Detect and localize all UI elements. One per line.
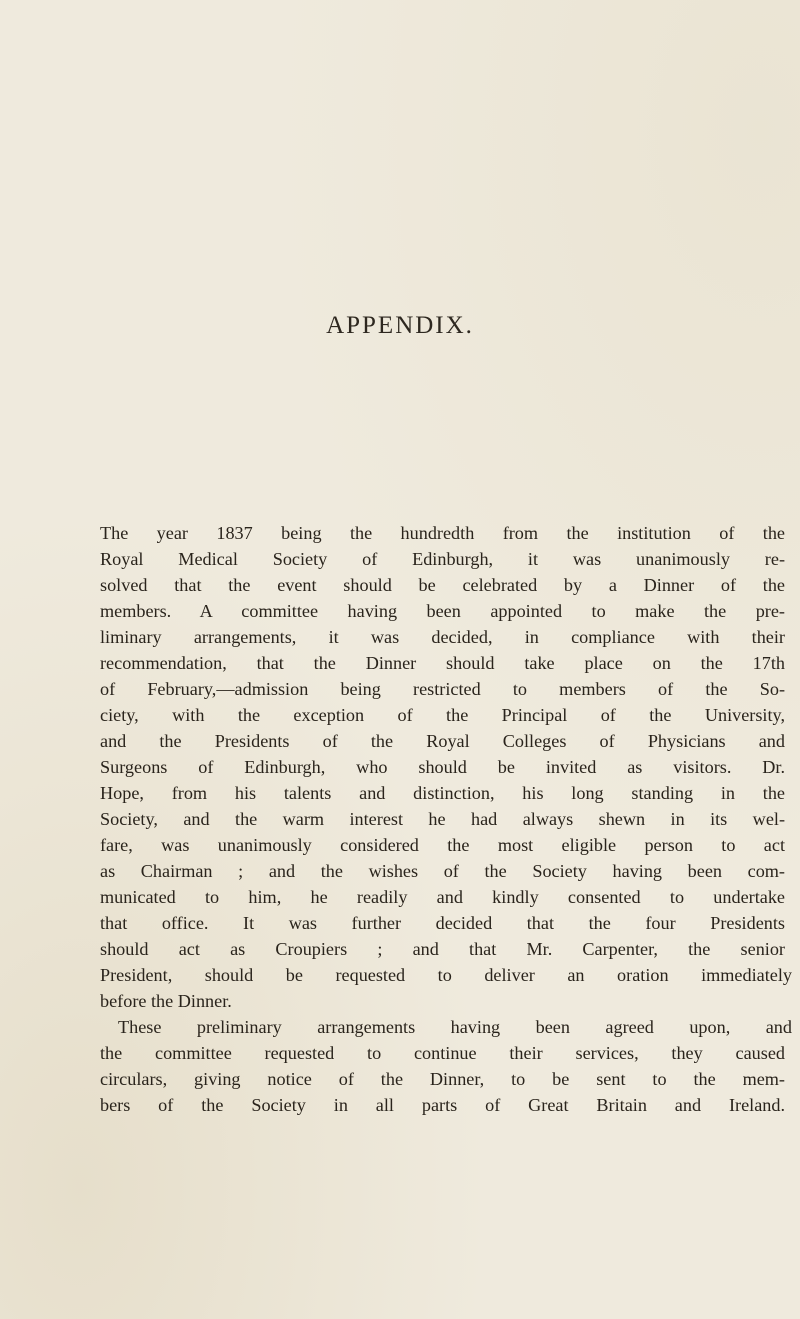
text-line: These preliminary arrangements having been agreed upon, and <box>118 1017 792 1037</box>
body-text <box>100 520 800 1118</box>
appendix-heading: APPENDIX. <box>326 312 474 339</box>
text-line: Hope, from his talents and distinction, his long standing in the <box>100 783 785 803</box>
text-line: that office. It was further decided that the four Presidents <box>100 913 785 933</box>
text-line: solved that the event should be celebrated by a Dinner of the <box>100 575 785 595</box>
text-line: bers of the Society in all parts of Great Britain and Ireland. <box>100 1095 785 1115</box>
text-line: municated to him, he readily and kindly consented to undertake <box>100 887 785 907</box>
text-line: Royal Medical Society of Edinburgh, it was unanimously re- <box>100 549 785 569</box>
text-line: before the Dinner. <box>100 991 232 1011</box>
text-line: of February,—admission being restricted to members of the So- <box>100 679 785 699</box>
text-line: recommendation, that the Dinner should take place on the 17th <box>100 653 785 673</box>
text-line: ciety, with the exception of the Principal of the University, <box>100 705 785 725</box>
paragraph-2 <box>100 1014 800 1118</box>
text-line: should act as Croupiers ; and that Mr. Carpenter, the senior <box>100 939 785 959</box>
text-line: fare, was unanimously considered the most eligible person to act <box>100 835 785 855</box>
text-line: members. A committee having been appointed to make the pre- <box>100 601 785 621</box>
text-line: as Chairman ; and the wishes of the Society having been com- <box>100 861 785 881</box>
text-line: Society, and the warm interest he had always shewn in its wel- <box>100 809 785 829</box>
text-line: the committee requested to continue their services, they caused <box>100 1043 785 1063</box>
text-line: and the Presidents of the Royal Colleges of Physicians and <box>100 731 785 751</box>
text-line: liminary arrangements, it was decided, in compliance with their <box>100 627 785 647</box>
text-line: The year 1837 being the hundredth from the institution of the <box>100 523 785 543</box>
text-line: circulars, giving notice of the Dinner, to be sent to the mem- <box>100 1069 785 1089</box>
text-line: Surgeons of Edinburgh, who should be invited as visitors. Dr. <box>100 757 785 777</box>
paragraph-1 <box>100 520 800 1014</box>
text-line: President, should be requested to deliver an oration immediately <box>100 965 792 985</box>
